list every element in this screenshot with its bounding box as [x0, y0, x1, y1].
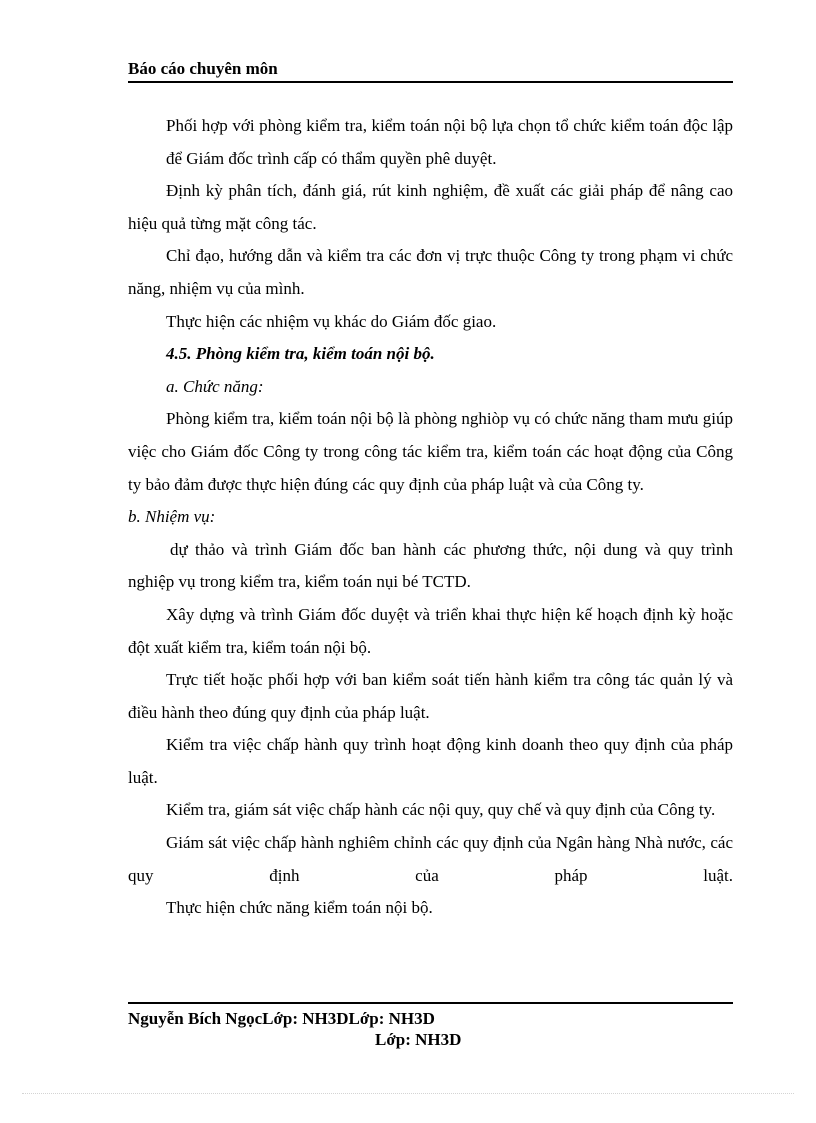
- paragraph-supervise-rules: Kiểm tra, giám sát việc chấp hành các nội quy, quy chế và quy định của Công ty.: [166, 800, 716, 820]
- section-heading: 4.5. Phòng kiểm tra, kiểm toán nội bộ.: [166, 344, 435, 364]
- paragraph-build-plan: Xây dựng và trình Giám đốc duyệt và triển khai thực hiện kế hoạch định kỳ hoặc đột xuất kiểm tra, kiểm toán nội bộ.: [128, 604, 733, 657]
- footer-divider: [128, 1002, 733, 1004]
- paragraph-other-tasks: Thực hiện các nhiệm vụ khác do Giám đốc giao.: [166, 311, 497, 331]
- page-bottom-divider: [22, 1093, 794, 1094]
- paragraph-inspect-business: Kiểm tra việc chấp hành quy trình hoạt động kinh doanh theo quy định của pháp luật.: [128, 735, 733, 787]
- body-text: [128, 110, 733, 925]
- footer-class: Lớp: NH3D: [375, 1030, 462, 1049]
- footer-author-class: Nguyễn Bích NgọcLớp: NH3DLớp: NH3D: [128, 1009, 435, 1028]
- header-divider: [128, 81, 733, 83]
- paragraph-function-description: Phòng kiểm tra, kiểm toán nội bộ là phòng nghiòp vụ có chức năng tham mưu giúp việc cho Giám đốc Công ty trong công tác kiểm tra, kiểm toán các hoạt động của Công ty bảo đảm được thực hiện đúng các quy định của pháp luật và của Công ty.: [128, 409, 733, 494]
- paragraph-periodic-analysis: Định kỳ phân tích, đánh giá, rút kinh nghiệm, đề xuất các giải pháp để nâng cao hiệu quả từng mặt công tác.: [128, 181, 733, 233]
- paragraph-coordinate-audit: Phối hợp với phòng kiểm tra, kiểm toán nội bộ lựa chọn tổ chức kiểm toán độc lập để Giám đốc trình cấp có thẩm quyền phê duyệt.: [166, 116, 733, 168]
- subheading-function: a. Chức năng:: [166, 376, 264, 396]
- paragraph-internal-audit: Thực hiện chức năng kiểm toán nội bộ.: [166, 898, 433, 918]
- paragraph-supervise-bank: Giám sát việc chấp hành nghiêm chỉnh các quy định của Ngân hàng Nhà nước, các quy định của pháp luật.: [128, 833, 733, 885]
- paragraph-inspect-management: Trực tiết hoặc phối hợp với ban kiểm soát tiến hành kiểm tra công tác quản lý và điều hành theo đúng quy định của pháp luật.: [128, 670, 733, 722]
- paragraph-direct-guide: Chỉ đạo, hướng dẫn và kiểm tra các đơn vị trực thuộc Công ty trong phạm vi chức năng, nhiệm vụ của mình.: [128, 246, 733, 298]
- subheading-duties: b. Nhiệm vụ:: [128, 507, 216, 527]
- page-header-title: Báo cáo chuyên môn: [128, 59, 278, 78]
- paragraph-draft-procedures: dự thảo và trình Giám đốc ban hành các phương thức, nội dung và quy trình nghiệp vụ trong kiểm tra, kiểm toán nụi bé TCTD.: [128, 539, 733, 592]
